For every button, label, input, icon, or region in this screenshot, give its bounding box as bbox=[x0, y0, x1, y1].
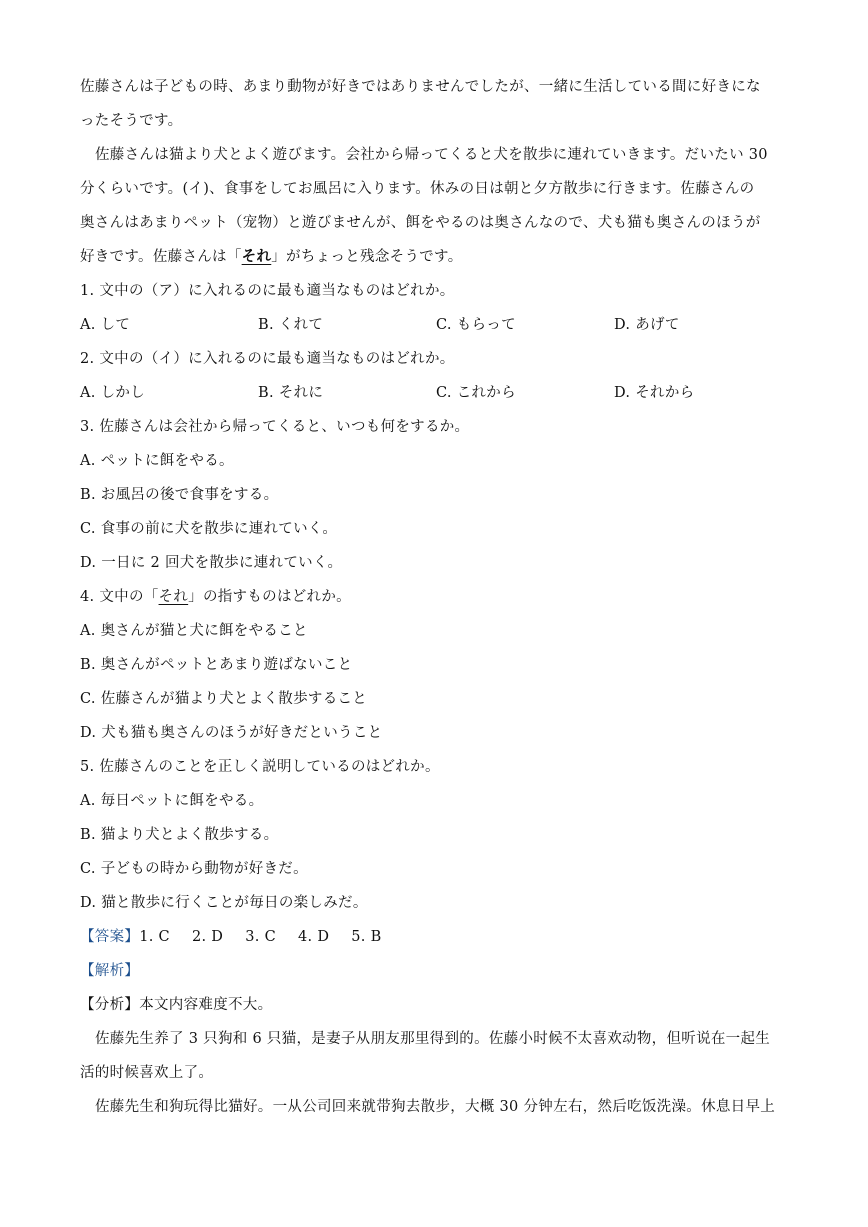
fenxi-text: 本文内容难度不大。 bbox=[139, 997, 273, 1013]
underlined-sore: それ bbox=[158, 589, 189, 605]
option-b: B. それに bbox=[258, 385, 324, 401]
passage-text: 好きです。佐藤さんは「 bbox=[80, 249, 242, 265]
passage-line: 分くらいです。(イ)、食事をしてお風呂に入ります。休みの日は朝と夕方散歩に行きます。佐藤さんの bbox=[80, 181, 755, 197]
option-c: C. 子どもの時から動物が好きだ。 bbox=[80, 861, 308, 877]
analysis-heading bbox=[80, 954, 792, 988]
analysis-line: 活的时候喜欢上了。 bbox=[80, 1065, 214, 1081]
passage-line: 佐藤さんは猫より犬とよく遊びます。会社から帰ってくると犬を散歩に連れていきます。だいたい 30 bbox=[95, 147, 768, 163]
option-d: D. それから bbox=[614, 385, 695, 401]
analysis-summary bbox=[80, 988, 792, 1022]
option-a: A. しかし bbox=[80, 385, 145, 401]
answer-item: 2. D bbox=[191, 929, 224, 945]
answer-item: 3. C bbox=[245, 929, 276, 945]
analysis-line: 佐藤先生养了 3 只狗和 6 只猫，是妻子从朋友那里得到的。佐藤小时候不太喜欢动物，但听说在一起生 bbox=[95, 1031, 771, 1047]
document-page bbox=[80, 70, 792, 1124]
passage-line: ったそうです。 bbox=[80, 113, 183, 129]
passage-text: 」がちょっと残念そうです。 bbox=[271, 249, 463, 265]
passage-line bbox=[80, 240, 792, 274]
question-stem: 1. 文中の（ア）に入れるのに最も適当なものはどれか。 bbox=[80, 283, 455, 299]
question-stem: 3. 佐藤さんは会社から帰ってくると、いつも何をするか。 bbox=[80, 419, 470, 435]
question-options bbox=[80, 308, 792, 342]
fenxi-label: 【分析】 bbox=[80, 997, 140, 1013]
option-b: B. 奥さんがペットとあまり遊ばないこと bbox=[80, 657, 353, 673]
question-stem: 5. 佐藤さんのことを正しく説明しているのはどれか。 bbox=[80, 759, 440, 775]
answer-label: 【答案】 bbox=[80, 929, 140, 945]
question-stem bbox=[80, 580, 792, 614]
option-b: B. お風呂の後で食事をする。 bbox=[80, 487, 279, 503]
question-options bbox=[80, 376, 792, 410]
option-a: A. 奥さんが猫と犬に餌をやること bbox=[80, 623, 308, 639]
option-d: D. あげて bbox=[614, 317, 680, 333]
option-a: A. ペットに餌をやる。 bbox=[80, 453, 234, 469]
option-c: C. もらって bbox=[436, 317, 516, 333]
passage-line: 佐藤さんは子どもの時、あまり動物が好きではありませんでしたが、一緒に生活している間に好きにな bbox=[80, 79, 761, 95]
analysis-line: 佐藤先生和狗玩得比猫好。一从公司回来就带狗去散步，大概 30 分钟左右，然后吃饭洗澡。休息日早上 bbox=[95, 1099, 776, 1115]
answer-item: 5. B bbox=[351, 929, 382, 945]
passage-line: 奥さんはあまりペット（宠物）と遊びませんが、餌をやるのは奥さんなので、犬も猫も奥さんのほうが bbox=[80, 215, 761, 231]
answer-line bbox=[80, 920, 792, 954]
underlined-sore: それ bbox=[241, 248, 272, 265]
question-stem: 2. 文中の（イ）に入れるのに最も適当なものはどれか。 bbox=[80, 351, 455, 367]
question-text: 4. 文中の「 bbox=[80, 589, 159, 605]
option-b: B. くれて bbox=[258, 317, 324, 333]
answer-item: 4. D bbox=[297, 929, 330, 945]
answer-item: 1. C bbox=[139, 929, 170, 945]
option-c: C. これから bbox=[436, 385, 516, 401]
option-d: D. 一日に 2 回犬を散歩に連れていく。 bbox=[80, 555, 343, 571]
option-d: D. 猫と散歩に行くことが毎日の楽しみだ。 bbox=[80, 895, 368, 911]
option-d: D. 犬も猫も奥さんのほうが好きだということ bbox=[80, 725, 383, 741]
option-c: C. 佐藤さんが猫より犬とよく散歩すること bbox=[80, 691, 368, 707]
option-b: B. 猫より犬とよく散歩する。 bbox=[80, 827, 279, 843]
analysis-label: 【解析】 bbox=[80, 963, 140, 979]
option-a: A. して bbox=[80, 317, 131, 333]
option-a: A. 毎日ペットに餌をやる。 bbox=[80, 793, 264, 809]
question-text: 」の指すものはどれか。 bbox=[188, 589, 351, 605]
option-c: C. 食事の前に犬を散歩に連れていく。 bbox=[80, 521, 338, 537]
